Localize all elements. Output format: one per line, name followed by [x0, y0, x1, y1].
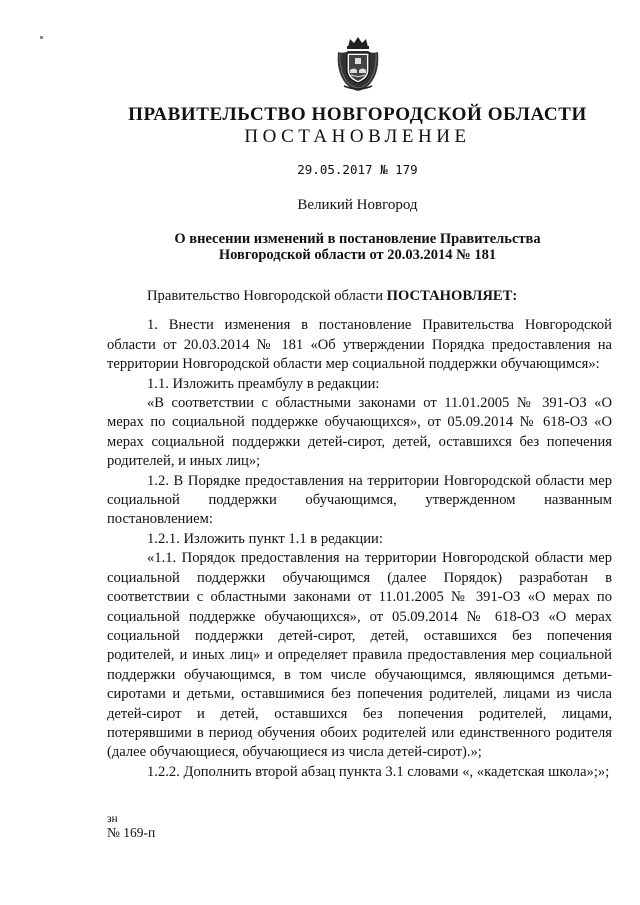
- subject-line-1: О внесении изменений в постановление Правительства: [174, 231, 541, 247]
- executor-code: зн: [107, 813, 118, 825]
- lead-text: Правительство Новгородской области: [147, 288, 387, 304]
- paragraph-1-2: 1.2. В Порядке предоставления на территории Новгородской области мер социальной поддержки обучающимся, утвержденном названным постановлением:: [107, 472, 612, 528]
- scan-dot: [40, 36, 43, 39]
- paragraph-1: 1. Внести изменения в постановление Правительства Новгородской области от 20.03.2014 № 181 «Об утверждении Порядка предоставления на территории Новгородской области мер социальной поддержки обучающимся»:: [107, 317, 612, 373]
- lead-bold: ПОСТАНОВЛЯЕТ:: [386, 288, 518, 304]
- coat-of-arms-icon: [332, 34, 384, 92]
- document-body: [107, 287, 612, 782]
- document-footer: [107, 812, 155, 840]
- document-city: Великий Новгород: [297, 197, 418, 213]
- document-subject: [0, 231, 640, 263]
- government-title: ПРАВИТЕЛЬСТВО НОВГОРОДСКОЙ ОБЛАСТИ: [128, 104, 587, 125]
- paragraph-1-1-text: «1.1. Порядок предоставления на территории Новгородской области мер социальной поддержки обучающимся (далее Порядок) разработан в соответствии с областными законами от 11.01.2005 № 391-ОЗ «О мерах по социальной поддержке обучающихся», от 05.09.2014 № 618-ОЗ «О мерах социальной поддержки детей-сирот, детей, оставшихся без попечения родителей, и иных лиц» и определяет правила предоставления мер социальной поддержки обучающимся, в том числе обучающимся, являющимся детьми-сиротами и детьми, оставшимися без попечения родителей, лицами из числа детей-сирот и детей, оставшихся без попечения родителей, лицами, потерявшими в период обучения обоих родителей или единственного родителя (далее обучающиеся, обучающиеся из числа детей-сирот).»;: [107, 550, 612, 761]
- resolution-lead: [107, 287, 612, 306]
- subject-line-2: Новгородской области от 20.03.2014 № 181: [218, 247, 497, 263]
- document-type: ПОСТАНОВЛЕНИЕ: [244, 126, 471, 147]
- coat-of-arms-graphic: [332, 34, 384, 92]
- paragraph-1-2-1: 1.2.1. Изложить пункт 1.1 в редакции:: [147, 530, 383, 547]
- project-number: № 169-п: [107, 825, 156, 840]
- paragraph-1-1: 1.1. Изложить преамбулу в редакции:: [147, 375, 380, 392]
- document-date-number: 29.05.2017 № 179: [297, 162, 418, 177]
- paragraph-preamble: «В соответствии с областными законами от 11.01.2005 № 391-ОЗ «О мерах по социальной поддержке обучающихся», от 05.09.2014 № 618-ОЗ «О мерах социальной поддержки детей-сирот, детей, оставшихся без попечения родителей, и иных лиц»;: [107, 395, 612, 470]
- paragraph-1-2-2: 1.2.2. Дополнить второй абзац пункта 3.1 словами «, «кадетская школа»;»;: [147, 763, 610, 780]
